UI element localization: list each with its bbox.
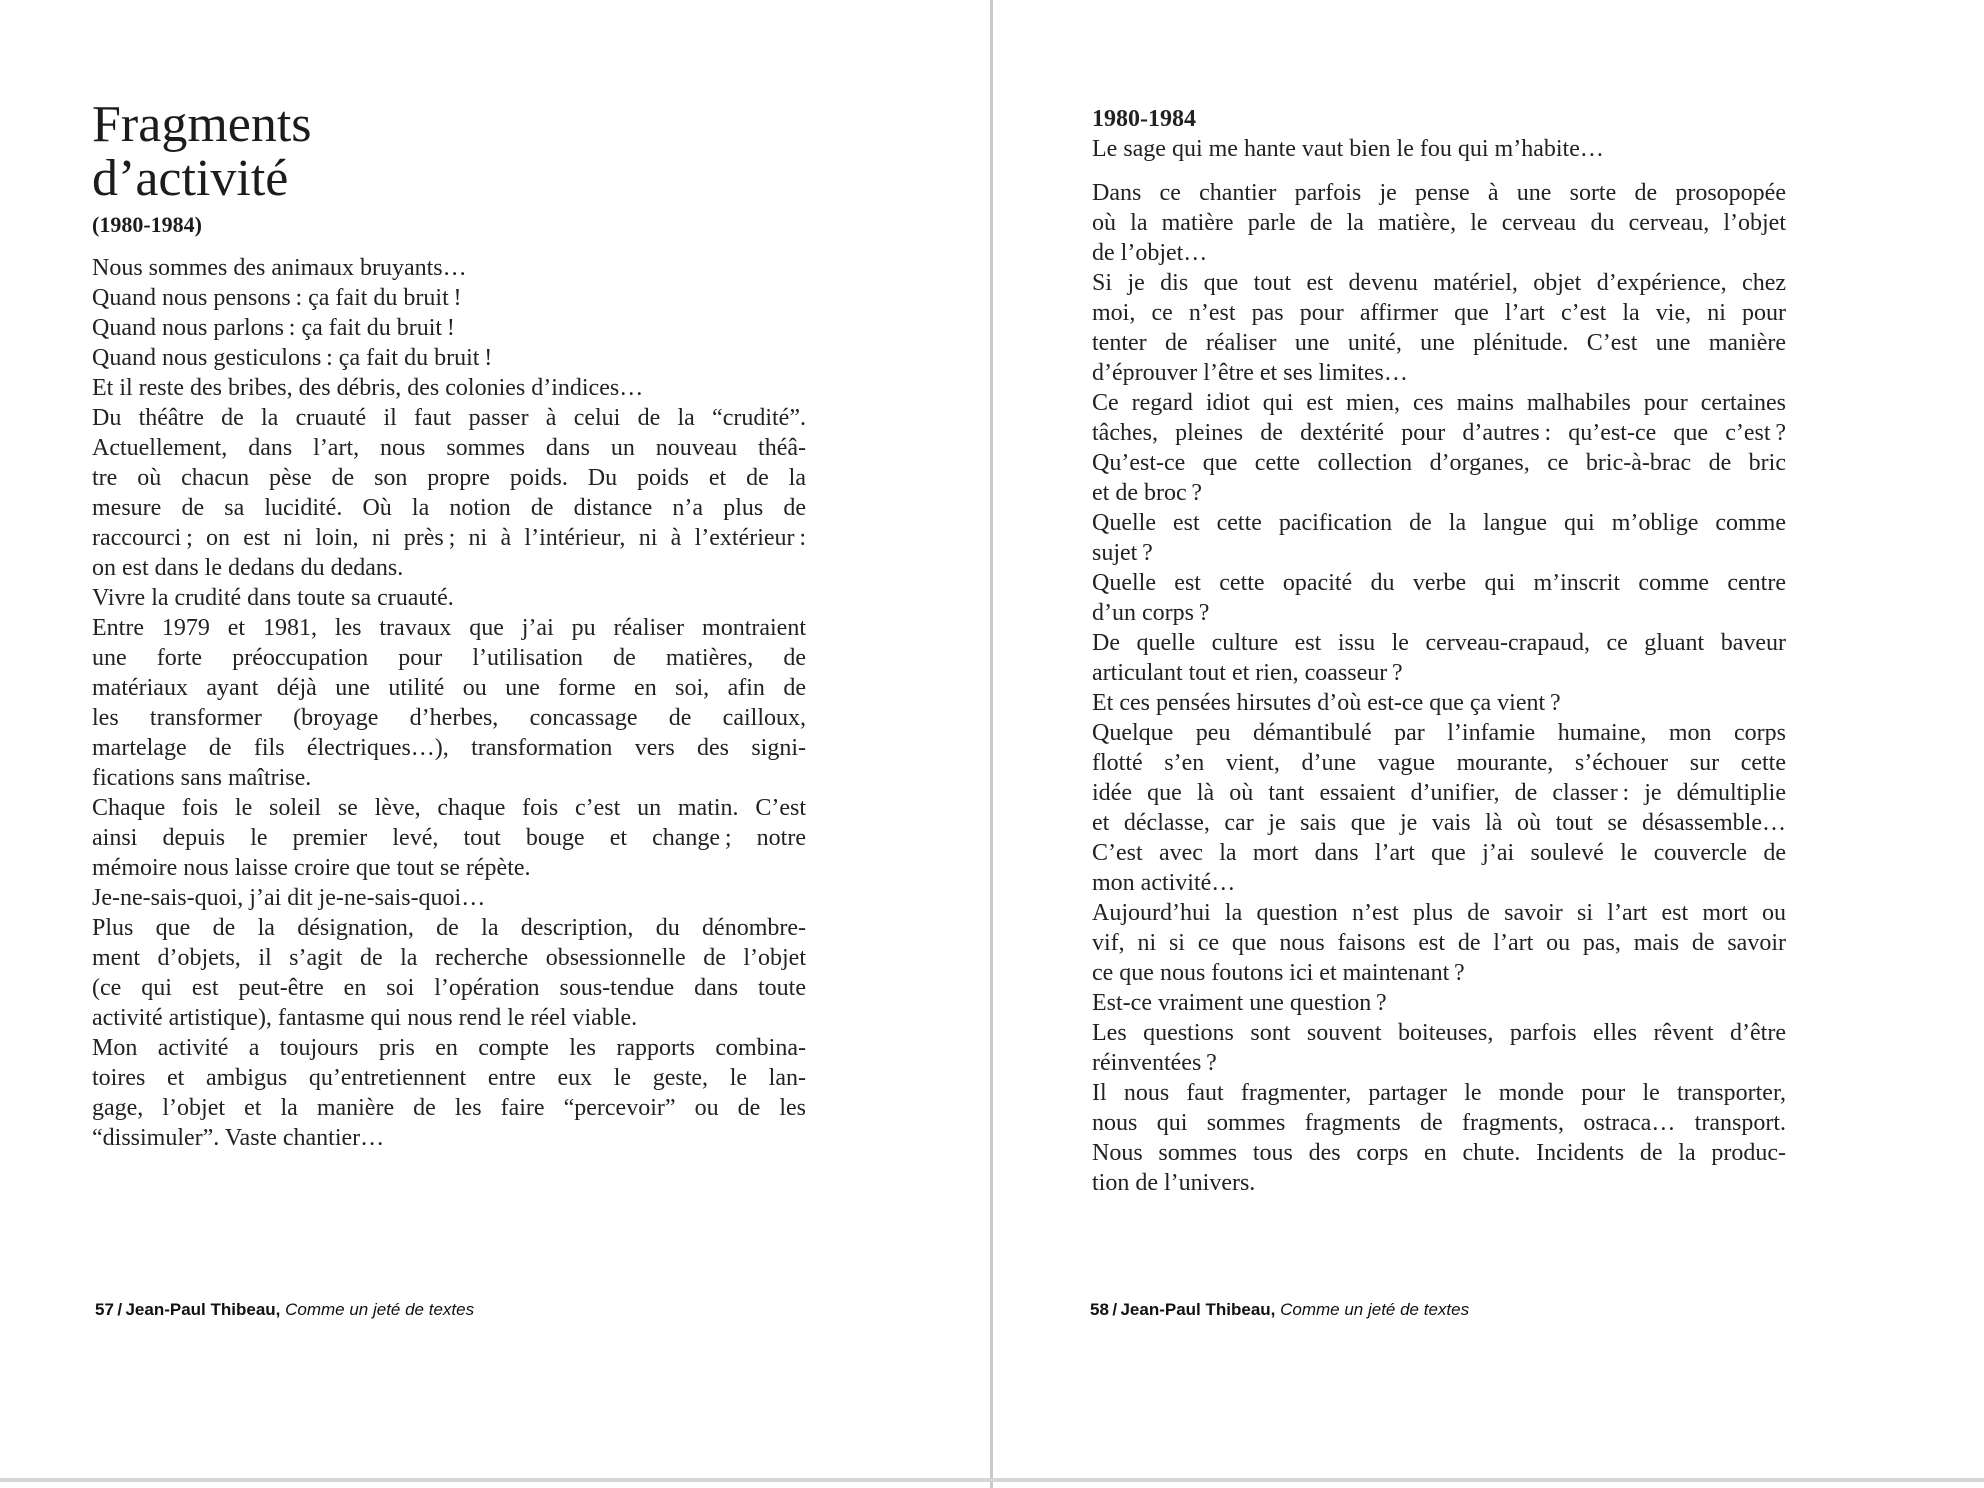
text-line: Quand nous gesticulons : ça fait du bruit ! (92, 345, 493, 371)
text-line: on est dans le dedans du dedans. (92, 555, 404, 581)
footer-author: Jean-Paul Thibeau, (1120, 1300, 1281, 1319)
page-title (92, 98, 312, 206)
text-line: Chaque fois le soleil se lève, chaque fois c’est un matin. C’est (92, 795, 806, 821)
text-line: Il nous faut fragmenter, partager le monde pour le transporter, (1092, 1080, 1786, 1106)
text-line: d’un corps ? (1092, 600, 1210, 626)
text-line: mon activité… (1092, 870, 1236, 896)
text-line: “dissimuler”. Vaste chantier… (92, 1125, 385, 1151)
text-line: tenter de réaliser une unité, une plénitude. C’est une manière (1092, 330, 1786, 356)
text-line: sujet ? (1092, 540, 1153, 566)
text-line: ment d’objets, il s’agit de la recherche obsessionnelle de l’objet (92, 945, 806, 971)
right-text-column (1092, 178, 1786, 1198)
text-line: Mon activité a toujours pris en compte les rapports combina- (92, 1035, 806, 1061)
text-line: Si je dis que tout est devenu matériel, objet d’expérience, chez (1092, 270, 1786, 296)
text-line: Est-ce vraiment une question ? (1092, 990, 1387, 1016)
text-line: Aujourd’hui la question n’est plus de savoir si l’art est mort ou (1092, 900, 1786, 926)
text-line: Vivre la crudité dans toute sa cruauté. (92, 585, 454, 611)
footer-separator: / (113, 1300, 126, 1319)
text-line: d’éprouver l’être et ses limites… (1092, 360, 1408, 386)
text-line: Plus que de la désignation, de la description, du dénombre- (92, 915, 806, 941)
text-line: toires et ambigus qu’entretiennent entre eux le geste, le lan- (92, 1065, 806, 1091)
text-line: moi, ce n’est pas pour affirmer que l’art c’est la vie, ni pour (1092, 300, 1786, 326)
left-text-column (92, 253, 806, 1153)
text-line: Je-ne-sais-quoi, j’ai dit je-ne-sais-quoi… (92, 885, 486, 911)
text-line: mémoire nous laisse croire que tout se répète. (92, 855, 531, 881)
text-line: Dans ce chantier parfois je pense à une sorte de prosopopée (1092, 180, 1786, 206)
text-line: les transformer (broyage d’herbes, concassage de cailloux, (92, 705, 806, 731)
text-line: Quelque peu démantibulé par l’infamie humaine, mon corps (1092, 720, 1786, 746)
text-line: gage, l’objet et la manière de les faire “percevoir” ou de les (92, 1095, 806, 1121)
text-line: tâches, pleines de dextérité pour d’autres : qu’est-ce que c’est ? (1092, 420, 1786, 446)
text-line: Nous sommes tous des corps en chute. Incidents de la produc- (1092, 1140, 1786, 1166)
page-bottom-edge (0, 1478, 1984, 1482)
text-line: Quelle est cette pacification de la langue qui m’oblige comme (1092, 510, 1786, 536)
text-line: ce que nous foutons ici et maintenant ? (1092, 960, 1465, 986)
text-line: matériaux ayant déjà une utilité ou une forme en soi, afin de (92, 675, 806, 701)
text-line: Quelle est cette opacité du verbe qui m’inscrit comme centre (1092, 570, 1786, 596)
text-line: réinventées ? (1092, 1050, 1217, 1076)
page-subtitle: (1980-1984) (92, 212, 202, 237)
footer-work-title: Comme un jeté de textes (285, 1300, 475, 1319)
text-line: de l’objet… (1092, 240, 1208, 266)
text-line: Actuellement, dans l’art, nous sommes dans un nouveau théâ- (92, 435, 806, 461)
text-line: où la matière parle de la matière, le cerveau du cerveau, l’objet (1092, 210, 1786, 236)
text-line: Entre 1979 et 1981, les travaux que j’ai pu réaliser montraient (92, 615, 806, 641)
text-line: Quand nous pensons : ça fait du bruit ! (92, 285, 462, 311)
text-line: Qu’est-ce que cette collection d’organes, ce bric-à-brac de bric (1092, 450, 1786, 476)
page-title-line1: Fragments (92, 96, 312, 153)
text-line: vif, ni si ce que nous faisons est de l’art ou pas, mais de savoir (1092, 930, 1786, 956)
right-heading-block (1092, 104, 1786, 164)
text-line: Ce regard idiot qui est mien, ces mains malhabiles pour certaines (1092, 390, 1786, 416)
page-number: 58 (1090, 1300, 1109, 1319)
text-line: Et il reste des bribes, des débris, des colonies d’indices… (92, 375, 644, 401)
text-line: idée que là où tant essaient d’unifier, de classer : je démultiplie (1092, 780, 1786, 806)
text-line: et de broc ? (1092, 480, 1203, 506)
text-line: fications sans maîtrise. (92, 765, 312, 791)
text-line: nous qui sommes fragments de fragments, ostraca… transport. (1092, 1110, 1786, 1136)
text-line: activité artistique), fantasme qui nous rend le réel viable. (92, 1005, 638, 1031)
text-line: Du théâtre de la cruauté il faut passer à celui de la “crudité”. (92, 405, 806, 431)
text-line: Et ces pensées hirsutes d’où est-ce que ça vient ? (1092, 690, 1561, 716)
page-number: 57 (95, 1300, 114, 1319)
text-line: martelage de fils électriques…), transformation vers des signi- (92, 735, 806, 761)
text-line: articulant tout et rien, coasseur ? (1092, 660, 1403, 686)
text-line: Nous sommes des animaux bruyants… (92, 255, 467, 281)
text-line: C’est avec la mort dans l’art que j’ai soulevé le couvercle de (1092, 840, 1786, 866)
text-line: mesure de sa lucidité. Où la notion de distance n’a plus de (92, 495, 806, 521)
text-line: Quand nous parlons : ça fait du bruit ! (92, 315, 455, 341)
left-footer (95, 1300, 474, 1320)
text-line: raccourci ; on est ni loin, ni près ; ni à l’intérieur, ni à l’extérieur : (92, 525, 806, 551)
text-line: De quelle culture est issu le cerveau-crapaud, ce gluant baveur (1092, 630, 1786, 656)
text-line: ainsi depuis le premier levé, tout bouge et change ; notre (92, 825, 806, 851)
text-line: (ce qui est peut-être en soi l’opération sous-tendue dans toute (92, 975, 806, 1001)
page-gutter-divider (990, 0, 993, 1488)
text-line: tion de l’univers. (1092, 1170, 1256, 1196)
intro-line: Le sage qui me hante vaut bien le fou qui m’habite… (1092, 136, 1604, 162)
text-line: tre où chacun pèse de son propre poids. Du poids et de la (92, 465, 806, 491)
footer-work-title: Comme un jeté de textes (1280, 1300, 1470, 1319)
text-line: flotté s’en vient, d’une vague mourante, s’échouer sur cette (1092, 750, 1786, 776)
page-title-line2: d’activité (92, 150, 289, 207)
text-line: une forte préoccupation pour l’utilisation de matières, de (92, 645, 806, 671)
right-footer (1090, 1300, 1469, 1320)
footer-author: Jean-Paul Thibeau, (125, 1300, 286, 1319)
footer-separator: / (1108, 1300, 1121, 1319)
section-heading: 1980-1984 (1092, 106, 1196, 132)
text-line: et déclasse, car je sais que je vais là où tout se désassemble… (1092, 810, 1786, 836)
text-line: Les questions sont souvent boiteuses, parfois elles rêvent d’être (1092, 1020, 1786, 1046)
